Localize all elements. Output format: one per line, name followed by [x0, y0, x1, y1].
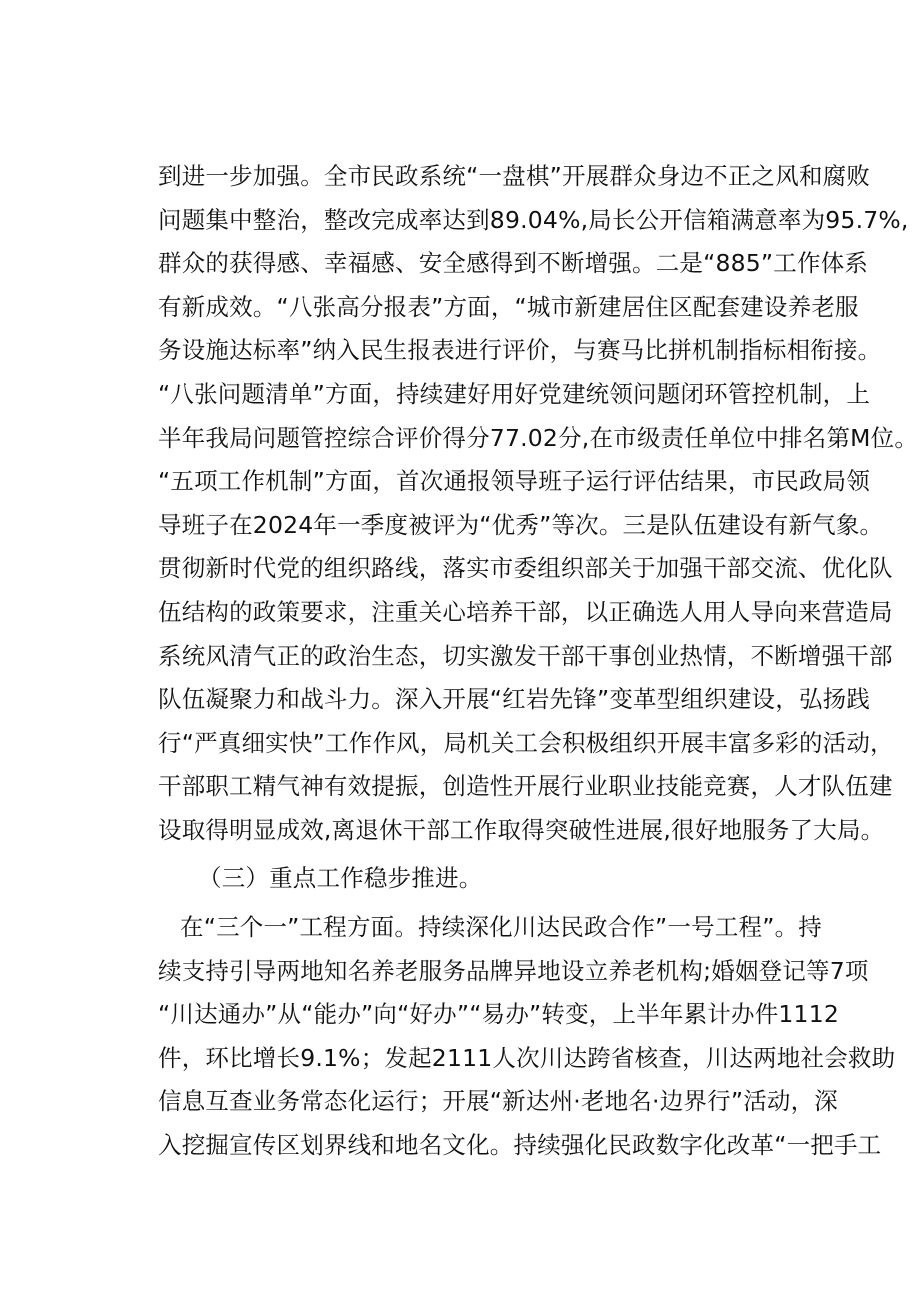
document-body: [158, 155, 919, 1168]
text-line: “川达通办”从“能办”向“好办”“易办”转变，上半年累计办件1112: [158, 1000, 840, 1029]
text-line: 问题集中整治，整改完成率达到89.04%,局长公开信箱满意率为95.7%,: [158, 205, 909, 234]
paragraph-1: [158, 155, 919, 853]
text-line: 到进一步加强。全市民政系统“一盘棋”开展群众身边不正之风和腐败: [158, 162, 871, 190]
text-line: 半年我局问题管控综合评价得分77.02分,在市级责任单位中排名第M位。: [158, 423, 919, 452]
text-line: 续支持引导两地知名养老服务品牌异地设立养老机构;婚姻登记等7项: [158, 956, 869, 985]
paragraph-2: [158, 906, 896, 1168]
text-line: 系统风清气正的政治生态，切实激发干部干事创业热情，不断增强干部: [158, 641, 893, 670]
text-line: 信息互查业务常态化运行；开展“新达州·老地名·边界行”活动，深: [158, 1087, 838, 1116]
text-line: 入挖掘宣传区划界线和地名文化。持续强化民政数字化改革“一把手工: [158, 1131, 882, 1160]
text-line: 伍结构的政策要求，注重关心培养干部，以正确选人用人导向来营造局: [158, 597, 893, 626]
text-line: 导班子在2024年一季度被评为“优秀”等次。三是队伍建设有新气象。: [158, 510, 884, 539]
text-line: 队伍凝聚力和战斗力。深入开展“红岩先锋”变革型组织建设，弘扬践: [158, 685, 871, 714]
text-line: 设取得明显成效,离退休干部工作取得突破性进展,很好地服务了大局。: [158, 815, 885, 844]
section-heading: （三）重点工作稳步推进。: [198, 863, 483, 892]
text-line: 在“三个一”工程方面。持续深化川达民政合作”一号工程”。持: [180, 913, 822, 942]
text-line: 贯彻新时代党的组织路线，落实市委组织部关于加强干部交流、优化队: [158, 554, 893, 583]
text-line: 行“严真细实快”工作作风，局机关工会积极组织开展丰富多彩的活动，: [158, 728, 894, 757]
text-line: 件，环比增长9.1%；发起2111人次川达跨省核查，川达两地社会救助: [158, 1043, 896, 1072]
text-line: 干部职工精气神有效提振，创造性开展行业职业技能竞赛，人才队伍建: [158, 772, 893, 801]
text-line: “八张问题清单”方面，持续建好用好党建统领问题闭环管控机制，上: [158, 379, 871, 408]
text-line: “五项工作机制”方面，首次通报领导班子运行评估结果，市民政局领: [158, 467, 871, 496]
text-line: 群众的获得感、幸福感、安全感得到不断增强。二是“885”工作体系: [158, 249, 869, 278]
text-line: 务设施达标率”纳入民生报表进行评价，与赛马比拼机制指标相衔接。: [158, 336, 882, 365]
text-line: 有新成效。“八张高分报表”方面，“城市新建居住区配套建设养老服: [158, 292, 859, 321]
